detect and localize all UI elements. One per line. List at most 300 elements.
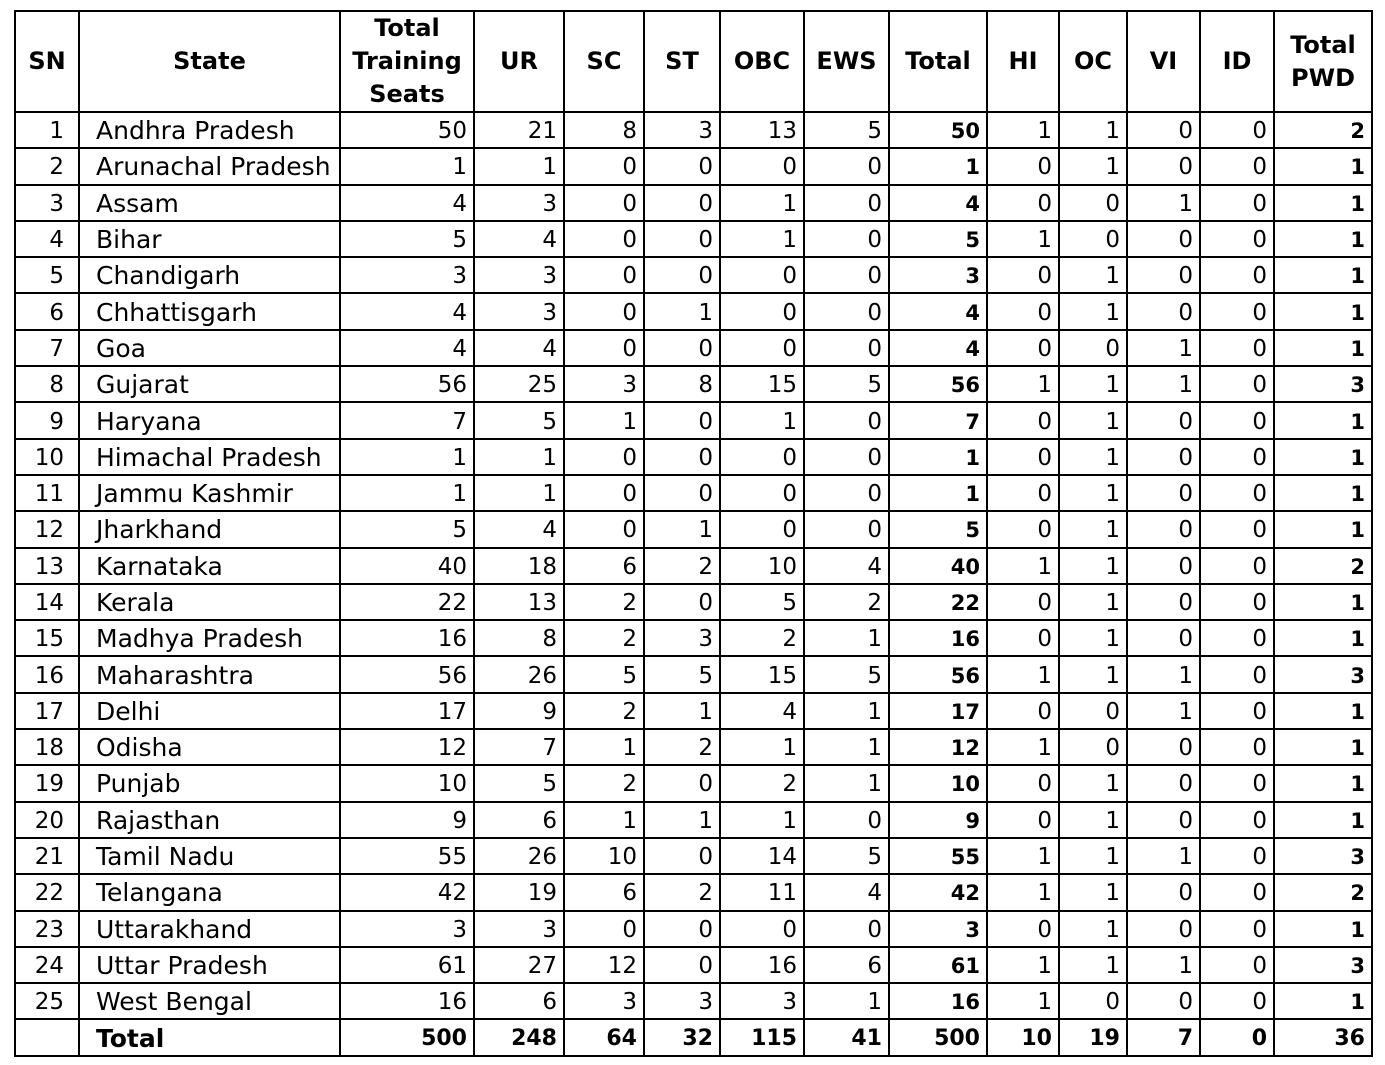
st-cell: 3	[644, 112, 720, 148]
sc-cell: 2	[564, 693, 644, 729]
total-cell: 1	[889, 439, 987, 475]
obc-cell: 4	[720, 693, 804, 729]
st-cell: 0	[644, 838, 720, 874]
st-cell: 0	[644, 947, 720, 983]
oc-cell: 1	[1059, 511, 1127, 547]
sc-cell: 0	[564, 293, 644, 329]
ews-cell: 0	[804, 148, 889, 184]
obc-cell: 1	[720, 185, 804, 221]
total-training-seats-cell: 7	[340, 402, 474, 438]
vi-cell: 1	[1127, 185, 1200, 221]
total-pwd-cell: 1	[1274, 983, 1372, 1019]
vi-cell: 0	[1127, 620, 1200, 656]
total-pwd-cell: 1	[1274, 330, 1372, 366]
hi-cell: 0	[987, 911, 1059, 947]
oc-cell: 0	[1059, 693, 1127, 729]
id-cell: 0	[1200, 656, 1274, 692]
obc-cell: 1	[720, 729, 804, 765]
table-row	[15, 475, 1372, 511]
total-cell: 42	[889, 874, 987, 910]
id-cell: 0	[1200, 620, 1274, 656]
seat-distribution-table	[14, 10, 1373, 1057]
total-training-seats-cell: 61	[340, 947, 474, 983]
total-cell: 56	[889, 656, 987, 692]
state-cell: Chhattisgarh	[79, 293, 340, 329]
ur-cell: 18	[474, 548, 564, 584]
total-cell: 10	[889, 765, 987, 801]
total-pwd-cell: 3	[1274, 947, 1372, 983]
st-cell: 1	[644, 693, 720, 729]
id-cell: 0	[1200, 366, 1274, 402]
total-pwd-cell: 36	[1274, 1019, 1372, 1055]
oc-cell: 1	[1059, 112, 1127, 148]
total-pwd-cell: 1	[1274, 802, 1372, 838]
ews-cell: 5	[804, 366, 889, 402]
total-cell: 16	[889, 983, 987, 1019]
table-row	[15, 802, 1372, 838]
obc-cell: 10	[720, 548, 804, 584]
sc-cell: 1	[564, 729, 644, 765]
total-cell: 61	[889, 947, 987, 983]
total-cell: 16	[889, 620, 987, 656]
table-row	[15, 947, 1372, 983]
st-cell: 0	[644, 257, 720, 293]
total-pwd-cell: 1	[1274, 729, 1372, 765]
state-cell: Uttar Pradesh	[79, 947, 340, 983]
table-row	[15, 293, 1372, 329]
hi-cell: 0	[987, 584, 1059, 620]
total-cell: 5	[889, 511, 987, 547]
table-row	[15, 439, 1372, 475]
total-pwd-cell: 1	[1274, 439, 1372, 475]
st-cell: 3	[644, 983, 720, 1019]
total-cell: 22	[889, 584, 987, 620]
total-pwd-cell: 3	[1274, 366, 1372, 402]
hi-cell: 1	[987, 366, 1059, 402]
state-cell: Kerala	[79, 584, 340, 620]
total-training-seats-cell: 1	[340, 475, 474, 511]
id-cell: 0	[1200, 475, 1274, 511]
total-cell: 40	[889, 548, 987, 584]
ews-cell: 5	[804, 656, 889, 692]
hi-cell: 1	[987, 983, 1059, 1019]
sn-cell: 15	[15, 620, 79, 656]
table-row	[15, 983, 1372, 1019]
id-cell: 0	[1200, 439, 1274, 475]
obc-cell: 1	[720, 802, 804, 838]
vi-cell: 0	[1127, 584, 1200, 620]
st-cell: 0	[644, 330, 720, 366]
sn-cell: 9	[15, 402, 79, 438]
ews-cell: 1	[804, 620, 889, 656]
obc-cell: 13	[720, 112, 804, 148]
sn-cell: 23	[15, 911, 79, 947]
obc-cell: 15	[720, 366, 804, 402]
ur-cell: 7	[474, 729, 564, 765]
total-pwd-cell: 1	[1274, 185, 1372, 221]
sn-cell: 12	[15, 511, 79, 547]
sn-cell: 5	[15, 257, 79, 293]
id-cell: 0	[1200, 584, 1274, 620]
hi-cell: 1	[987, 947, 1059, 983]
total-training-seats-cell: 500	[340, 1019, 474, 1055]
vi-cell: 0	[1127, 802, 1200, 838]
sn-cell: 24	[15, 947, 79, 983]
obc-cell: 1	[720, 402, 804, 438]
oc-cell: 1	[1059, 620, 1127, 656]
hi-cell: 0	[987, 402, 1059, 438]
state-cell: Gujarat	[79, 366, 340, 402]
ur-cell: 27	[474, 947, 564, 983]
table-row	[15, 148, 1372, 184]
state-cell: Himachal Pradesh	[79, 439, 340, 475]
sn-cell: 16	[15, 656, 79, 692]
vi-cell: 1	[1127, 366, 1200, 402]
hi-cell: 0	[987, 293, 1059, 329]
hi-cell: 1	[987, 112, 1059, 148]
sn-cell: 2	[15, 148, 79, 184]
sc-cell: 3	[564, 983, 644, 1019]
sc-cell: 0	[564, 185, 644, 221]
total-cell: 56	[889, 366, 987, 402]
ews-cell: 0	[804, 293, 889, 329]
sc-cell: 2	[564, 584, 644, 620]
vi-cell: 0	[1127, 148, 1200, 184]
oc-cell: 1	[1059, 765, 1127, 801]
hi-cell: 0	[987, 148, 1059, 184]
st-cell: 1	[644, 802, 720, 838]
vi-cell: 0	[1127, 911, 1200, 947]
table-row	[15, 874, 1372, 910]
total-cell: 1	[889, 148, 987, 184]
obc-cell: 115	[720, 1019, 804, 1055]
state-cell: Bihar	[79, 221, 340, 257]
hi-cell: 0	[987, 475, 1059, 511]
vi-cell: 0	[1127, 402, 1200, 438]
total-training-seats-cell: 50	[340, 112, 474, 148]
state-cell: Punjab	[79, 765, 340, 801]
ur-cell: 3	[474, 257, 564, 293]
hi-cell: 0	[987, 765, 1059, 801]
st-cell: 2	[644, 874, 720, 910]
ur-cell: 3	[474, 185, 564, 221]
col-header-id: ID	[1200, 11, 1274, 112]
st-cell: 0	[644, 439, 720, 475]
hi-cell: 10	[987, 1019, 1059, 1055]
st-cell: 8	[644, 366, 720, 402]
st-cell: 0	[644, 185, 720, 221]
id-cell: 0	[1200, 983, 1274, 1019]
total-training-seats-cell: 3	[340, 911, 474, 947]
hi-cell: 0	[987, 439, 1059, 475]
total-cell: 500	[889, 1019, 987, 1055]
id-cell: 0	[1200, 911, 1274, 947]
id-cell: 0	[1200, 221, 1274, 257]
state-cell: Maharashtra	[79, 656, 340, 692]
vi-cell: 1	[1127, 330, 1200, 366]
sc-cell: 10	[564, 838, 644, 874]
ews-cell: 41	[804, 1019, 889, 1055]
ews-cell: 0	[804, 802, 889, 838]
st-cell: 2	[644, 729, 720, 765]
sn-cell: 11	[15, 475, 79, 511]
ews-cell: 0	[804, 439, 889, 475]
id-cell: 0	[1200, 511, 1274, 547]
ews-cell: 4	[804, 874, 889, 910]
col-header-obc: OBC	[720, 11, 804, 112]
sc-cell: 5	[564, 656, 644, 692]
hi-cell: 0	[987, 330, 1059, 366]
table-row	[15, 511, 1372, 547]
ur-cell: 13	[474, 584, 564, 620]
table-row	[15, 330, 1372, 366]
state-cell: Jharkhand	[79, 511, 340, 547]
sc-cell: 0	[564, 439, 644, 475]
total-training-seats-cell: 4	[340, 293, 474, 329]
total-training-seats-cell: 10	[340, 765, 474, 801]
sn-cell: 25	[15, 983, 79, 1019]
st-cell: 5	[644, 656, 720, 692]
total-cell: 4	[889, 293, 987, 329]
oc-cell: 1	[1059, 366, 1127, 402]
id-cell: 0	[1200, 802, 1274, 838]
ews-cell: 1	[804, 765, 889, 801]
ews-cell: 0	[804, 511, 889, 547]
id-cell: 0	[1200, 1019, 1274, 1055]
obc-cell: 0	[720, 257, 804, 293]
hi-cell: 0	[987, 802, 1059, 838]
oc-cell: 0	[1059, 221, 1127, 257]
state-cell: Chandigarh	[79, 257, 340, 293]
oc-cell: 1	[1059, 911, 1127, 947]
table-row	[15, 112, 1372, 148]
vi-cell: 0	[1127, 439, 1200, 475]
oc-cell: 0	[1059, 729, 1127, 765]
total-cell: 3	[889, 911, 987, 947]
total-training-seats-cell: 4	[340, 330, 474, 366]
hi-cell: 0	[987, 511, 1059, 547]
sc-cell: 6	[564, 874, 644, 910]
total-pwd-cell: 1	[1274, 911, 1372, 947]
ur-cell: 5	[474, 402, 564, 438]
ur-cell: 21	[474, 112, 564, 148]
st-cell: 0	[644, 911, 720, 947]
st-cell: 32	[644, 1019, 720, 1055]
sn-cell: 21	[15, 838, 79, 874]
state-cell: Delhi	[79, 693, 340, 729]
sc-cell: 12	[564, 947, 644, 983]
obc-cell: 14	[720, 838, 804, 874]
hi-cell: 0	[987, 620, 1059, 656]
state-cell: Total	[79, 1019, 340, 1055]
obc-cell: 15	[720, 656, 804, 692]
id-cell: 0	[1200, 185, 1274, 221]
ur-cell: 4	[474, 330, 564, 366]
total-training-seats-cell: 42	[340, 874, 474, 910]
sn-cell: 14	[15, 584, 79, 620]
state-cell: Assam	[79, 185, 340, 221]
state-cell: Telangana	[79, 874, 340, 910]
total-cell: 17	[889, 693, 987, 729]
sc-cell: 2	[564, 620, 644, 656]
vi-cell: 0	[1127, 983, 1200, 1019]
col-header-sc: SC	[564, 11, 644, 112]
col-header-oc: OC	[1059, 11, 1127, 112]
ews-cell: 0	[804, 911, 889, 947]
st-cell: 1	[644, 293, 720, 329]
vi-cell: 1	[1127, 947, 1200, 983]
sc-cell: 2	[564, 765, 644, 801]
id-cell: 0	[1200, 765, 1274, 801]
ur-cell: 1	[474, 439, 564, 475]
total-cell: 9	[889, 802, 987, 838]
obc-cell: 0	[720, 148, 804, 184]
oc-cell: 1	[1059, 257, 1127, 293]
hi-cell: 1	[987, 656, 1059, 692]
ews-cell: 1	[804, 729, 889, 765]
ews-cell: 6	[804, 947, 889, 983]
ur-cell: 8	[474, 620, 564, 656]
table-row	[15, 620, 1372, 656]
ews-cell: 0	[804, 185, 889, 221]
st-cell: 0	[644, 402, 720, 438]
ur-cell: 1	[474, 148, 564, 184]
oc-cell: 0	[1059, 330, 1127, 366]
total-training-seats-cell: 55	[340, 838, 474, 874]
st-cell: 3	[644, 620, 720, 656]
obc-cell: 0	[720, 439, 804, 475]
col-header-sn: SN	[15, 11, 79, 112]
sn-cell	[15, 1019, 79, 1055]
sn-cell: 1	[15, 112, 79, 148]
ur-cell: 6	[474, 802, 564, 838]
total-pwd-cell: 1	[1274, 584, 1372, 620]
vi-cell: 1	[1127, 838, 1200, 874]
oc-cell: 0	[1059, 185, 1127, 221]
state-cell: Madhya Pradesh	[79, 620, 340, 656]
sc-cell: 1	[564, 402, 644, 438]
total-cell: 50	[889, 112, 987, 148]
ews-cell: 1	[804, 693, 889, 729]
total-pwd-cell: 1	[1274, 693, 1372, 729]
total-pwd-cell: 1	[1274, 620, 1372, 656]
total-pwd-cell: 1	[1274, 293, 1372, 329]
sn-cell: 4	[15, 221, 79, 257]
total-cell: 5	[889, 221, 987, 257]
total-pwd-cell: 1	[1274, 765, 1372, 801]
total-row	[15, 1019, 1372, 1055]
obc-cell: 3	[720, 983, 804, 1019]
total-pwd-cell: 1	[1274, 148, 1372, 184]
total-training-seats-cell: 1	[340, 439, 474, 475]
obc-cell: 0	[720, 475, 804, 511]
vi-cell: 0	[1127, 511, 1200, 547]
vi-cell: 0	[1127, 548, 1200, 584]
id-cell: 0	[1200, 693, 1274, 729]
ur-cell: 1	[474, 475, 564, 511]
oc-cell: 1	[1059, 874, 1127, 910]
total-training-seats-cell: 22	[340, 584, 474, 620]
table-row	[15, 911, 1372, 947]
ur-cell: 248	[474, 1019, 564, 1055]
col-header-vi: VI	[1127, 11, 1200, 112]
total-cell: 1	[889, 475, 987, 511]
sc-cell: 6	[564, 548, 644, 584]
table-row	[15, 548, 1372, 584]
table-row	[15, 257, 1372, 293]
ews-cell: 5	[804, 112, 889, 148]
vi-cell: 0	[1127, 765, 1200, 801]
table-body	[15, 112, 1372, 1056]
vi-cell: 1	[1127, 693, 1200, 729]
id-cell: 0	[1200, 729, 1274, 765]
total-training-seats-cell: 9	[340, 802, 474, 838]
obc-cell: 16	[720, 947, 804, 983]
table-row	[15, 693, 1372, 729]
state-cell: Andhra Pradesh	[79, 112, 340, 148]
ews-cell: 2	[804, 584, 889, 620]
oc-cell: 19	[1059, 1019, 1127, 1055]
ur-cell: 26	[474, 656, 564, 692]
st-cell: 0	[644, 475, 720, 511]
total-pwd-cell: 1	[1274, 402, 1372, 438]
total-pwd-cell: 3	[1274, 656, 1372, 692]
table-row	[15, 656, 1372, 692]
ur-cell: 6	[474, 983, 564, 1019]
oc-cell: 1	[1059, 402, 1127, 438]
total-pwd-cell: 1	[1274, 221, 1372, 257]
hi-cell: 1	[987, 729, 1059, 765]
total-pwd-cell: 1	[1274, 475, 1372, 511]
obc-cell: 0	[720, 911, 804, 947]
oc-cell: 1	[1059, 548, 1127, 584]
vi-cell: 0	[1127, 112, 1200, 148]
table-row	[15, 402, 1372, 438]
ur-cell: 9	[474, 693, 564, 729]
table-row	[15, 185, 1372, 221]
oc-cell: 1	[1059, 475, 1127, 511]
sn-cell: 10	[15, 439, 79, 475]
total-training-seats-cell: 56	[340, 656, 474, 692]
oc-cell: 1	[1059, 656, 1127, 692]
sn-cell: 18	[15, 729, 79, 765]
total-training-seats-cell: 16	[340, 983, 474, 1019]
table-row	[15, 838, 1372, 874]
state-cell: Karnataka	[79, 548, 340, 584]
total-training-seats-cell: 56	[340, 366, 474, 402]
ews-cell: 4	[804, 548, 889, 584]
col-header-ews: EWS	[804, 11, 889, 112]
vi-cell: 0	[1127, 874, 1200, 910]
obc-cell: 5	[720, 584, 804, 620]
ur-cell: 5	[474, 765, 564, 801]
col-header-ur: UR	[474, 11, 564, 112]
id-cell: 0	[1200, 257, 1274, 293]
total-cell: 4	[889, 330, 987, 366]
oc-cell: 1	[1059, 293, 1127, 329]
total-cell: 55	[889, 838, 987, 874]
col-header-state: State	[79, 11, 340, 112]
hi-cell: 1	[987, 838, 1059, 874]
state-cell: Goa	[79, 330, 340, 366]
sn-cell: 8	[15, 366, 79, 402]
sc-cell: 8	[564, 112, 644, 148]
st-cell: 0	[644, 221, 720, 257]
col-header-hi: HI	[987, 11, 1059, 112]
sn-cell: 3	[15, 185, 79, 221]
total-cell: 4	[889, 185, 987, 221]
col-header-total-training-seats: Total Training Seats	[340, 11, 474, 112]
